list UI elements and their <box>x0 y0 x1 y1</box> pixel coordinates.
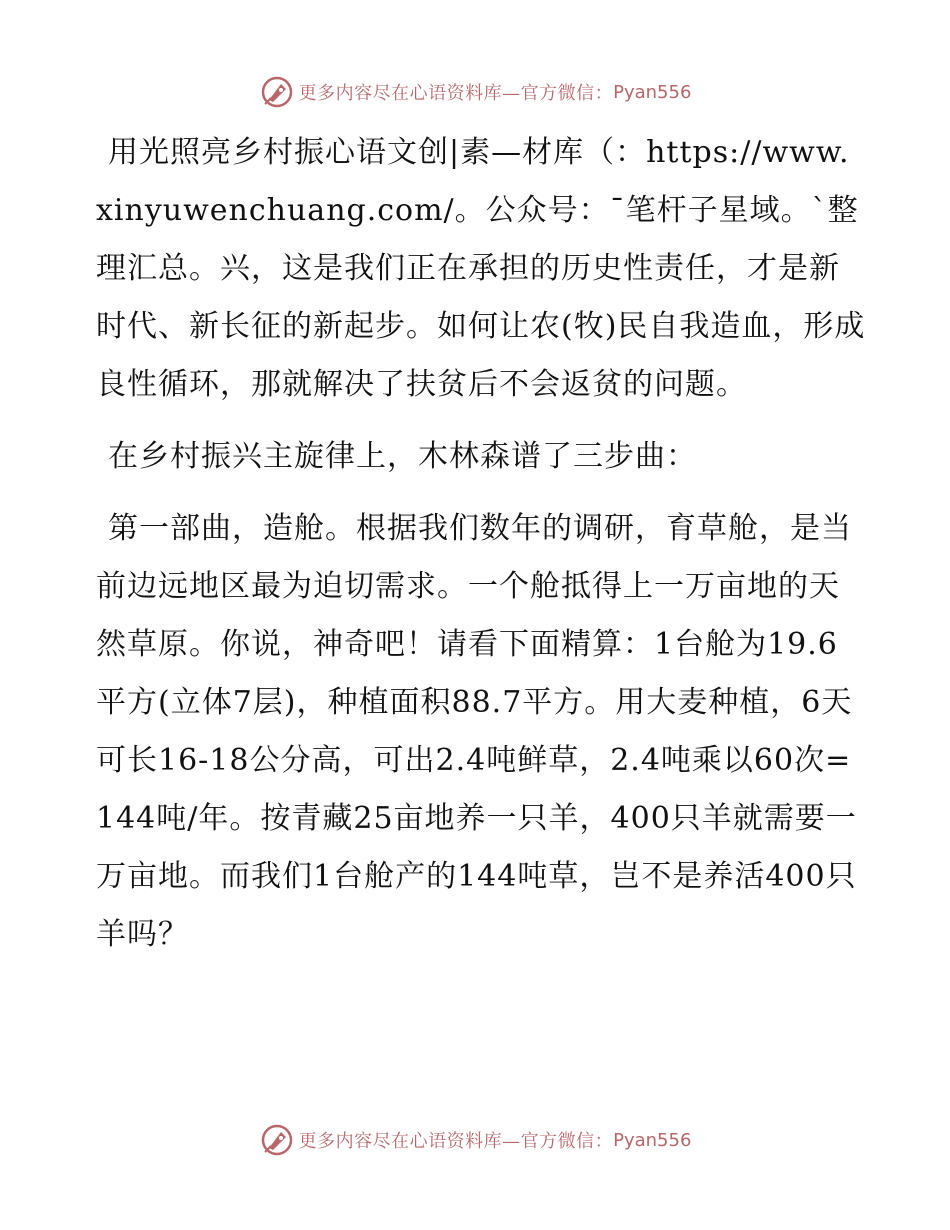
paragraph-3: 第一部曲，造舱。根据我们数年的调研，育草舱，是当前边远地区最为迫切需求。一个舱抵得上一万亩地的天然草原。你说，神奇吧！请看下面精算：1台舱为19.6平方(立体7层)，种植面积88.7平方。用大麦种植，6天可长16-18公分高，可出2.4吨鲜草，2.4吨乘以60次=144吨/年。按青藏25亩地养一只羊，400只羊就需要一万亩地。而我们1台舱产的144吨草，岂不是养活400只羊吗？ <box>96 511 857 952</box>
paragraph-1: 用光照亮乡村振心语文创|素—材库（：https://www.xinyuwenchuang.com/。公众号：¯笔杆子星域。`整理汇总。兴，这是我们正在承担的历史性责任，才是新时代、新长征的新起步。如何让农(牧)民自我造血，形成良性循环，那就解决了扶贫后不会返贫的问题。 <box>96 135 866 402</box>
pen-nib-logo-icon <box>259 74 295 110</box>
document-body <box>96 124 866 964</box>
banner-wechat-id: Pyan556 <box>613 81 692 103</box>
banner-text: 更多内容尽在心语资料库—官方微信： <box>298 83 614 104</box>
footer-wechat-id: Pyan556 <box>613 1129 692 1151</box>
header-banner <box>0 72 950 112</box>
pen-nib-logo-icon <box>259 1122 295 1158</box>
footer-banner-text: 更多内容尽在心语资料库—官方微信： <box>298 1131 614 1152</box>
paragraph-2: 在乡村振兴主旋律上，木林森谱了三步曲： <box>108 439 697 474</box>
footer-banner <box>0 1120 950 1160</box>
